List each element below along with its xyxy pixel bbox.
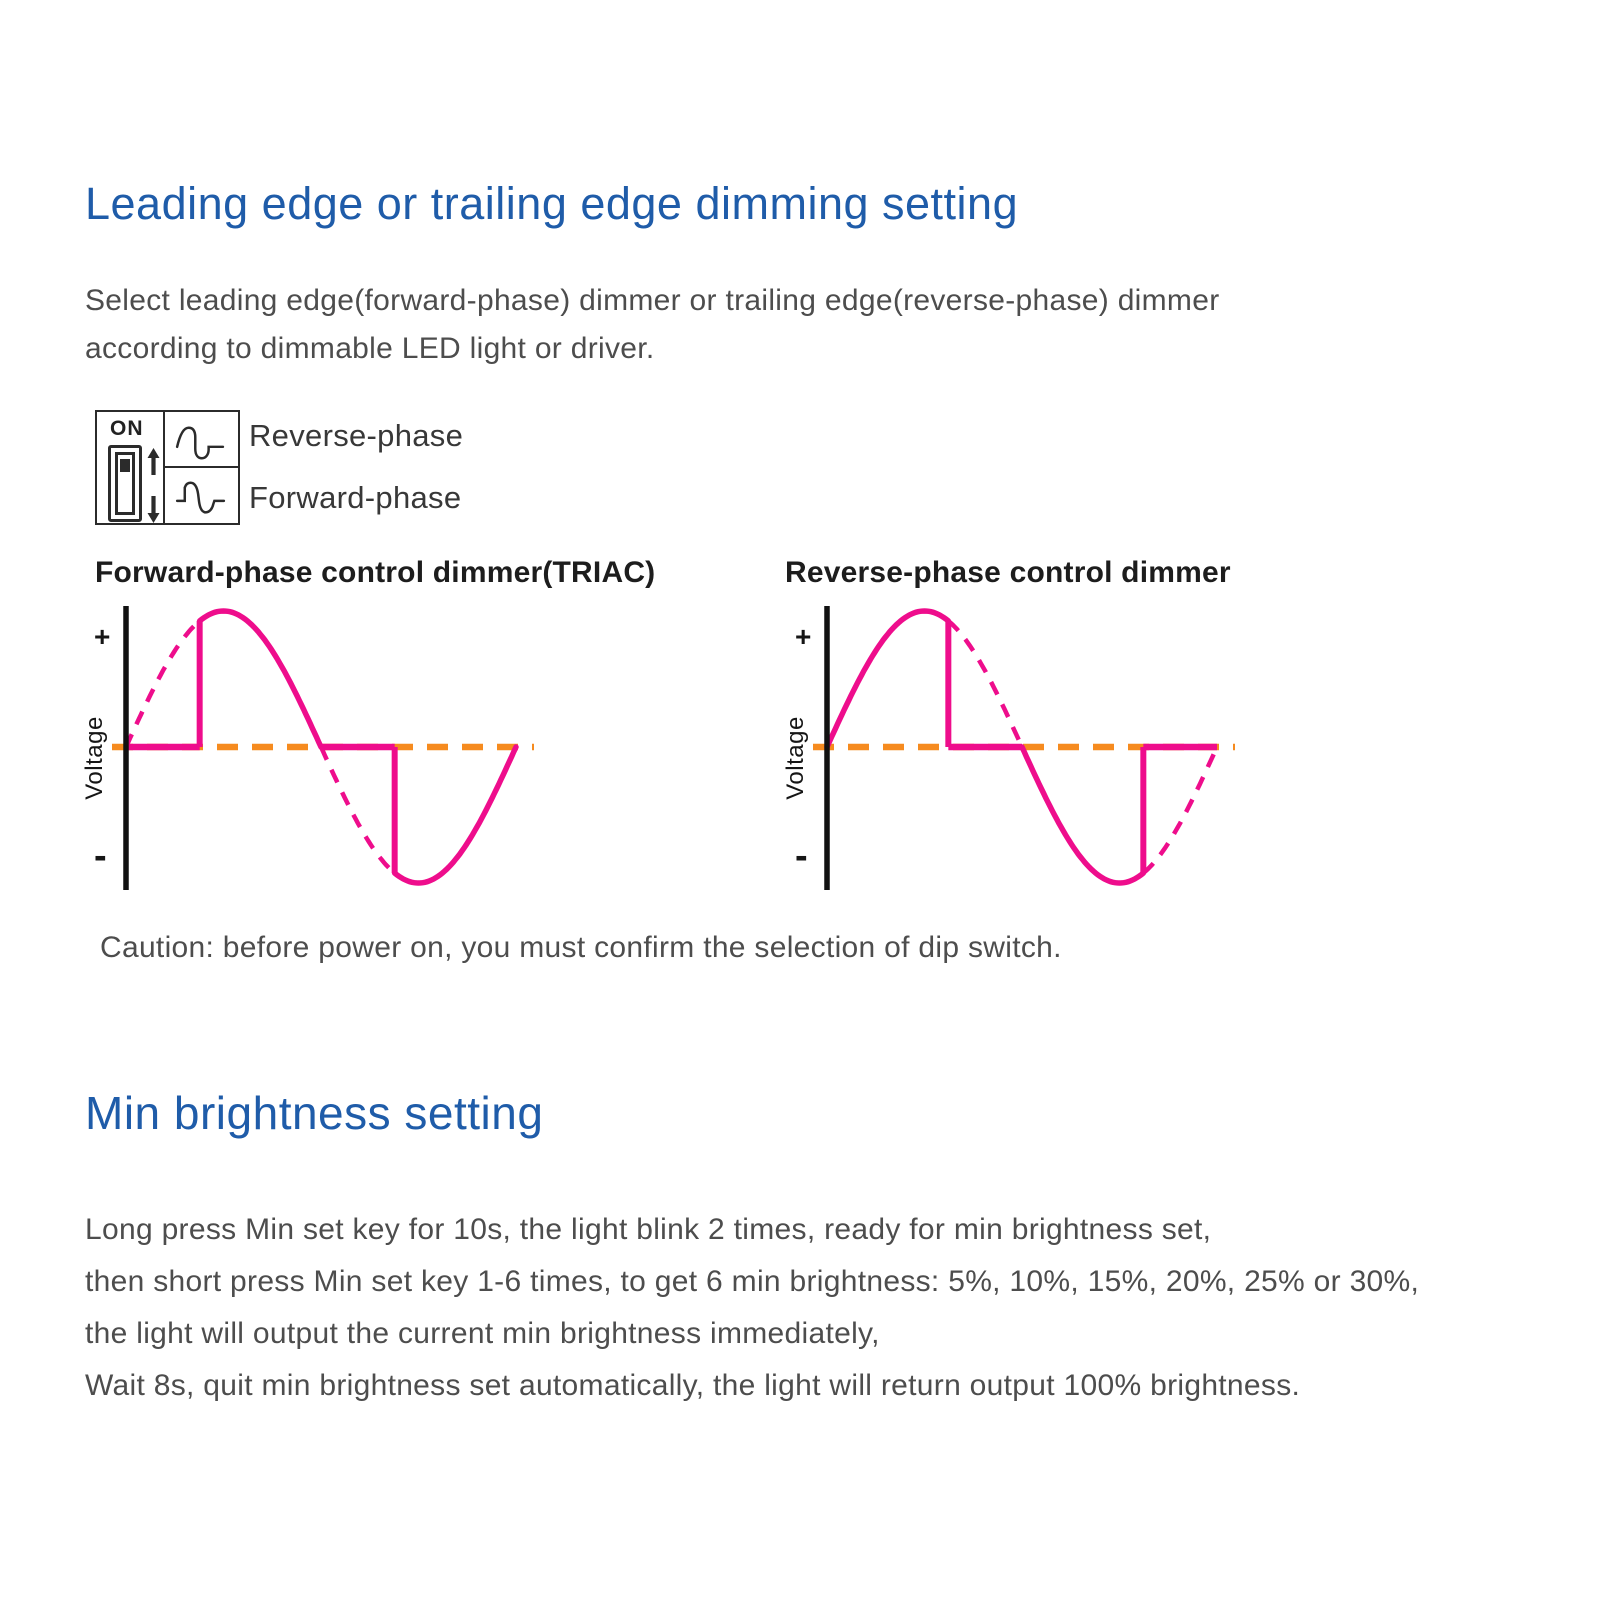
minus-label: -	[94, 835, 107, 877]
minb-line-4: Wait 8s, quit min brightness set automatically, the light will return output 100% brightness.	[85, 1369, 1301, 1402]
reverse-phase-waveform-icon	[174, 422, 228, 464]
minus-label: -	[795, 835, 808, 877]
reverse-chart-title: Reverse-phase control dimmer	[785, 556, 1231, 589]
down-arrow-icon	[147, 496, 160, 523]
reverse-phase-waveform-chart	[782, 592, 1257, 902]
dip-switch-knob	[120, 459, 130, 472]
dip-switch-diagram	[95, 410, 240, 525]
plus-label: +	[94, 621, 111, 652]
forward-phase-waveform-chart	[81, 592, 556, 902]
dip-switch-icon	[108, 445, 142, 522]
minb-line-1: Long press Min set key for 10s, the light blink 2 times, ready for min brightness set,	[85, 1213, 1212, 1246]
voltage-axis-label: Voltage	[81, 716, 108, 800]
forward-phase-label: Forward-phase	[249, 480, 462, 515]
up-arrow-icon	[147, 448, 160, 475]
voltage-axis-label: Voltage	[782, 716, 809, 800]
section-title-dimming: Leading edge or trailing edge dimming setting	[85, 178, 1019, 229]
section-title-min-brightness: Min brightness setting	[85, 1087, 544, 1139]
forward-phase-waveform-icon	[174, 478, 228, 520]
intro-line-2: according to dimmable LED light or driver.	[85, 332, 655, 365]
caution-text: Caution: before power on, you must confirm the selection of dip switch.	[100, 931, 1062, 964]
intro-line-1: Select leading edge(forward-phase) dimmer or trailing edge(reverse-phase) dimmer	[85, 284, 1220, 317]
minb-line-3: the light will output the current min brightness immediately,	[85, 1317, 880, 1350]
dimming-intro-text	[85, 277, 1385, 373]
reverse-phase-label: Reverse-phase	[249, 418, 464, 453]
dip-on-label: ON	[110, 417, 144, 440]
dip-switch-slider	[115, 452, 135, 515]
forward-chart-title: Forward-phase control dimmer(TRIAC)	[95, 556, 656, 589]
plus-label: +	[795, 621, 812, 652]
dip-divider-horizontal	[165, 466, 238, 468]
minb-line-2: then short press Min set key 1-6 times, to get 6 min brightness: 5%, 10%, 15%, 20%, 25% or 30%,	[85, 1265, 1420, 1298]
min-brightness-text	[85, 1204, 1505, 1412]
